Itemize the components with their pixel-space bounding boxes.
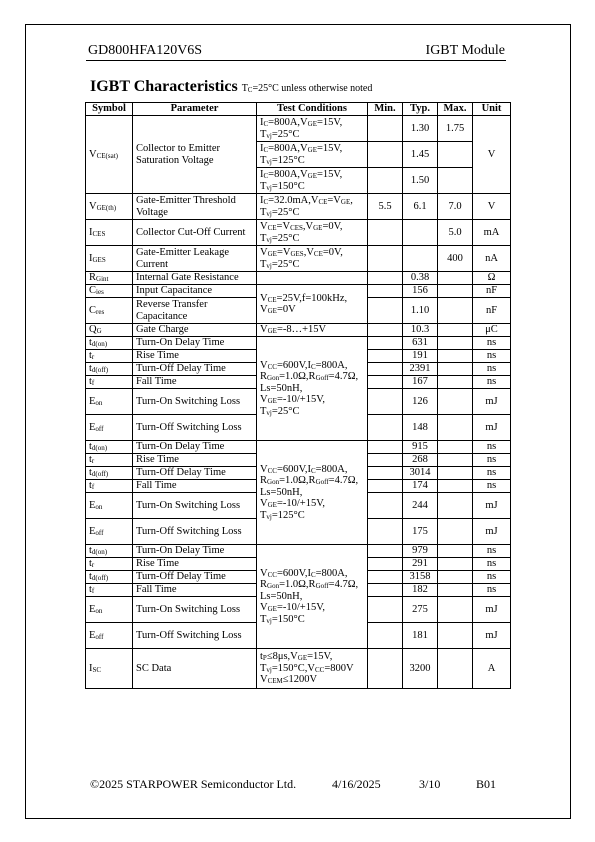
unit-cell: ns <box>473 584 511 597</box>
min-cell <box>368 454 403 467</box>
typ-cell: 915 <box>403 441 438 454</box>
symbol-cell: $t_{d(on)}$ <box>86 545 133 558</box>
table-row <box>86 441 511 454</box>
parameter-cell: Turn-Off Delay Time <box>133 571 257 584</box>
symbol-cell: $E_{on}$ <box>86 389 133 415</box>
unit-cell: μC <box>473 324 511 337</box>
parameter-cell: Rise Time <box>133 558 257 571</box>
typ-cell: 3158 <box>403 571 438 584</box>
typ-cell: 291 <box>403 558 438 571</box>
symbol-cell: $C_{ies}$ <box>86 285 133 298</box>
parameter-cell: SC Data <box>133 649 257 689</box>
symbol-cell: $t_r$ <box>86 350 133 363</box>
typ-cell: 1.45 <box>403 142 438 168</box>
min-cell <box>368 285 403 298</box>
typ-cell: 182 <box>403 584 438 597</box>
symbol-cell: $t_{d(off)}$ <box>86 363 133 376</box>
footer-page: 3/10 <box>419 777 441 791</box>
footer-date: 4/16/2025 <box>332 777 381 791</box>
symbol-cell: $I_{CES}$ <box>86 220 133 246</box>
min-cell <box>368 298 403 324</box>
symbol-cell: $t_f$ <box>86 584 133 597</box>
unit-cell: ns <box>473 350 511 363</box>
parameter-cell: Turn-On Switching Loss <box>133 389 257 415</box>
condition-cell: $I_C=800A,V_{GE}=15V$, $T_{vj}=125^\circ C$ <box>257 142 368 168</box>
min-cell <box>368 623 403 649</box>
max-cell <box>438 168 473 194</box>
table-row <box>86 220 511 246</box>
parameter-cell: Turn-On Delay Time <box>133 441 257 454</box>
unit-cell: mJ <box>473 389 511 415</box>
parameter-cell: Fall Time <box>133 584 257 597</box>
symbol-cell: $V_{GE(th)}$ <box>86 194 133 220</box>
min-cell <box>368 168 403 194</box>
min-cell <box>368 441 403 454</box>
condition-cell: $V_{GE}=V_{GES},V_{CE}=0V$, $T_{vj}=25^\circ C$ <box>257 246 368 272</box>
parameter-cell: Fall Time <box>133 376 257 389</box>
parameter-cell: Turn-Off Switching Loss <box>133 623 257 649</box>
footer-copyright: ©2025 STARPOWER Semiconductor Ltd. <box>90 777 297 791</box>
max-cell <box>438 272 473 285</box>
typ-cell: 148 <box>403 415 438 441</box>
header-symbol: Symbol <box>86 103 133 116</box>
max-cell: 7.0 <box>438 194 473 220</box>
min-cell <box>368 480 403 493</box>
min-cell <box>368 584 403 597</box>
parameter-cell: Turn-Off Switching Loss <box>133 415 257 441</box>
parameter-cell: Turn-Off Delay Time <box>133 363 257 376</box>
symbol-cell: $t_r$ <box>86 558 133 571</box>
min-cell <box>368 519 403 545</box>
footer-revision: B01 <box>476 777 497 791</box>
symbol-cell: $I_{SC}$ <box>86 649 133 689</box>
symbol-cell: $t_{d(off)}$ <box>86 467 133 480</box>
table-row <box>86 194 511 220</box>
symbol-cell: $t_{d(on)}$ <box>86 337 133 350</box>
table-row <box>86 116 511 142</box>
typ-cell: 3014 <box>403 467 438 480</box>
min-cell <box>368 220 403 246</box>
condition-cell: $I_C=32.0mA,V_{CE}=V_{GE}$, $T_{vj}=25^\circ C$ <box>257 194 368 220</box>
typ-cell: 268 <box>403 454 438 467</box>
typ-cell <box>403 246 438 272</box>
unit-cell: ns <box>473 480 511 493</box>
section-title-text: IGBT Characteristics <box>90 78 238 95</box>
max-cell: 400 <box>438 246 473 272</box>
typ-cell: 979 <box>403 545 438 558</box>
min-cell <box>368 350 403 363</box>
unit-cell: V <box>473 194 511 220</box>
typ-cell <box>403 220 438 246</box>
symbol-cell: $E_{off}$ <box>86 519 133 545</box>
min-cell <box>368 545 403 558</box>
unit-cell: ns <box>473 571 511 584</box>
min-cell <box>368 649 403 689</box>
unit-cell: mA <box>473 220 511 246</box>
condition-cell: $V_{CE}=V_{CES},V_{GE}=0V$, $T_{vj}=25^\circ C$ <box>257 220 368 246</box>
symbol-cell: $t_f$ <box>86 480 133 493</box>
unit-cell: mJ <box>473 415 511 441</box>
min-cell <box>368 116 403 142</box>
max-cell <box>438 493 473 519</box>
condition-cell: $t_P\le 8\mu s,V_{GE}=15V$, $T_{vj}=150^\circ C,V_{CC}=800V$ $V_{CEM}\le 1200V$ <box>257 649 368 689</box>
max-cell <box>438 389 473 415</box>
typ-cell: 156 <box>403 285 438 298</box>
condition-cell: $V_{GE}=-8\dots+15V$ <box>257 324 368 337</box>
max-cell <box>438 285 473 298</box>
unit-cell: ns <box>473 441 511 454</box>
max-cell <box>438 337 473 350</box>
min-cell <box>368 558 403 571</box>
table-header-row <box>86 103 511 116</box>
typ-cell: 1.30 <box>403 116 438 142</box>
symbol-cell: $E_{on}$ <box>86 493 133 519</box>
min-cell: 5.5 <box>368 194 403 220</box>
table-row <box>86 324 511 337</box>
table-row <box>86 285 511 298</box>
igbt-characteristics-table <box>85 102 511 689</box>
typ-cell: 126 <box>403 389 438 415</box>
typ-cell: 181 <box>403 623 438 649</box>
symbol-cell: $t_{d(off)}$ <box>86 571 133 584</box>
unit-cell: nF <box>473 285 511 298</box>
max-cell <box>438 376 473 389</box>
max-cell <box>438 597 473 623</box>
min-cell <box>368 246 403 272</box>
typ-cell: 191 <box>403 350 438 363</box>
symbol-cell: $t_f$ <box>86 376 133 389</box>
max-cell <box>438 623 473 649</box>
condition-cell: $V_{CC}=600V,I_C=800A$, $R_{Gon}=1.0\Omega,R_{Goff}=4.7\Omega$, Ls=50nH, $V_{GE}=-10/+15V$, $T_{vj}=125^\circ C$ <box>257 441 368 545</box>
unit-cell: ns <box>473 337 511 350</box>
parameter-cell: Rise Time <box>133 350 257 363</box>
unit-cell: ns <box>473 467 511 480</box>
table-row <box>86 649 511 689</box>
condition-cell: $V_{CC}=600V,I_C=800A$, $R_{Gon}=1.0\Omega,R_{Goff}=4.7\Omega$, Ls=50nH, $V_{GE}=-10/+15V$, $T_{vj}=25^\circ C$ <box>257 337 368 441</box>
max-cell <box>438 519 473 545</box>
max-cell <box>438 454 473 467</box>
max-cell <box>438 558 473 571</box>
header-test-conditions: Test Conditions <box>257 103 368 116</box>
min-cell <box>368 597 403 623</box>
unit-cell: ns <box>473 376 511 389</box>
unit-cell: ns <box>473 363 511 376</box>
symbol-cell: $R_{Gint}$ <box>86 272 133 285</box>
condition-cell <box>257 272 368 285</box>
parameter-cell: Rise Time <box>133 454 257 467</box>
typ-cell: 167 <box>403 376 438 389</box>
max-cell <box>438 467 473 480</box>
condition-cell: $V_{CE}=25V,f=100kHz$, $V_{GE}=0V$ <box>257 285 368 324</box>
unit-cell: mJ <box>473 597 511 623</box>
condition-cell: $I_C=800A,V_{GE}=15V$, $T_{vj}=150^\circ C$ <box>257 168 368 194</box>
min-cell <box>368 493 403 519</box>
symbol-cell: $Q_G$ <box>86 324 133 337</box>
parameter-cell: Fall Time <box>133 480 257 493</box>
symbol-cell: $C_{res}$ <box>86 298 133 324</box>
parameter-cell: Collector to Emitter Saturation Voltage <box>133 116 257 194</box>
typ-cell: 1.10 <box>403 298 438 324</box>
module-type: IGBT Module <box>425 43 505 58</box>
min-cell <box>368 376 403 389</box>
symbol-cell: $t_{d(on)}$ <box>86 441 133 454</box>
typ-cell: 3200 <box>403 649 438 689</box>
symbol-cell: $E_{on}$ <box>86 597 133 623</box>
parameter-cell: Turn-On Switching Loss <box>133 493 257 519</box>
max-cell <box>438 649 473 689</box>
parameter-cell: Turn-On Delay Time <box>133 337 257 350</box>
max-cell <box>438 415 473 441</box>
unit-cell: mJ <box>473 493 511 519</box>
max-cell <box>438 363 473 376</box>
symbol-cell: $E_{off}$ <box>86 623 133 649</box>
typ-cell: 0.38 <box>403 272 438 285</box>
table-row <box>86 246 511 272</box>
min-cell <box>368 571 403 584</box>
typ-cell: 1.50 <box>403 168 438 194</box>
typ-cell: 275 <box>403 597 438 623</box>
section-note: $T_C=25^\circ C$ unless otherwise noted <box>241 83 373 94</box>
typ-cell: 10.3 <box>403 324 438 337</box>
parameter-cell: Turn-On Delay Time <box>133 545 257 558</box>
header-parameter: Parameter <box>133 103 257 116</box>
symbol-cell: $E_{off}$ <box>86 415 133 441</box>
max-cell: 1.75 <box>438 116 473 142</box>
min-cell <box>368 467 403 480</box>
parameter-cell: Internal Gate Resistance <box>133 272 257 285</box>
part-number: GD800HFA120V6S <box>88 43 203 58</box>
parameter-cell: Gate Charge <box>133 324 257 337</box>
parameter-cell: Turn-Off Delay Time <box>133 467 257 480</box>
header-typ: Typ. <box>403 103 438 116</box>
typ-cell: 175 <box>403 519 438 545</box>
header-divider <box>86 60 506 61</box>
max-cell <box>438 545 473 558</box>
table-row <box>86 272 511 285</box>
symbol-cell: $I_{GES}$ <box>86 246 133 272</box>
max-cell: 5.0 <box>438 220 473 246</box>
unit-cell: ns <box>473 454 511 467</box>
header-min: Min. <box>368 103 403 116</box>
typ-cell: 6.1 <box>403 194 438 220</box>
min-cell <box>368 363 403 376</box>
unit-cell: nF <box>473 298 511 324</box>
symbol-cell: $V_{CE(sat)}$ <box>86 116 133 194</box>
max-cell <box>438 298 473 324</box>
min-cell <box>368 272 403 285</box>
header-unit: Unit <box>473 103 511 116</box>
parameter-cell: Reverse Transfer Capacitance <box>133 298 257 324</box>
parameter-cell: Input Capacitance <box>133 285 257 298</box>
unit-cell: nA <box>473 246 511 272</box>
max-cell <box>438 142 473 168</box>
table-row <box>86 337 511 350</box>
unit-cell: Ω <box>473 272 511 285</box>
unit-cell: mJ <box>473 519 511 545</box>
max-cell <box>438 480 473 493</box>
section-title <box>90 78 372 96</box>
max-cell <box>438 324 473 337</box>
parameter-cell: Turn-On Switching Loss <box>133 597 257 623</box>
symbol-cell: $t_r$ <box>86 454 133 467</box>
typ-cell: 244 <box>403 493 438 519</box>
switching-section <box>86 337 511 649</box>
header-max: Max. <box>438 103 473 116</box>
min-cell <box>368 142 403 168</box>
unit-cell: ns <box>473 558 511 571</box>
typ-cell: 174 <box>403 480 438 493</box>
min-cell <box>368 337 403 350</box>
table-row <box>86 545 511 558</box>
unit-cell: mJ <box>473 623 511 649</box>
min-cell <box>368 389 403 415</box>
max-cell <box>438 350 473 363</box>
max-cell <box>438 584 473 597</box>
condition-cell: $I_C=800A,V_{GE}=15V$, $T_{vj}=25^\circ C$ <box>257 116 368 142</box>
parameter-cell: Gate-Emitter Leakage Current <box>133 246 257 272</box>
condition-cell: $V_{CC}=600V,I_C=800A$, $R_{Gon}=1.0\Omega,R_{Goff}=4.7\Omega$, Ls=50nH, $V_{GE}=-10/+15V$, $T_{vj}=150^\circ C$ <box>257 545 368 649</box>
typ-cell: 2391 <box>403 363 438 376</box>
parameter-cell: Turn-Off Switching Loss <box>133 519 257 545</box>
min-cell <box>368 415 403 441</box>
max-cell <box>438 571 473 584</box>
typ-cell: 631 <box>403 337 438 350</box>
parameter-cell: Collector Cut-Off Current <box>133 220 257 246</box>
parameter-cell: Gate-Emitter Threshold Voltage <box>133 194 257 220</box>
unit-cell: ns <box>473 545 511 558</box>
max-cell <box>438 441 473 454</box>
unit-cell: V <box>473 116 511 194</box>
unit-cell: A <box>473 649 511 689</box>
min-cell <box>368 324 403 337</box>
